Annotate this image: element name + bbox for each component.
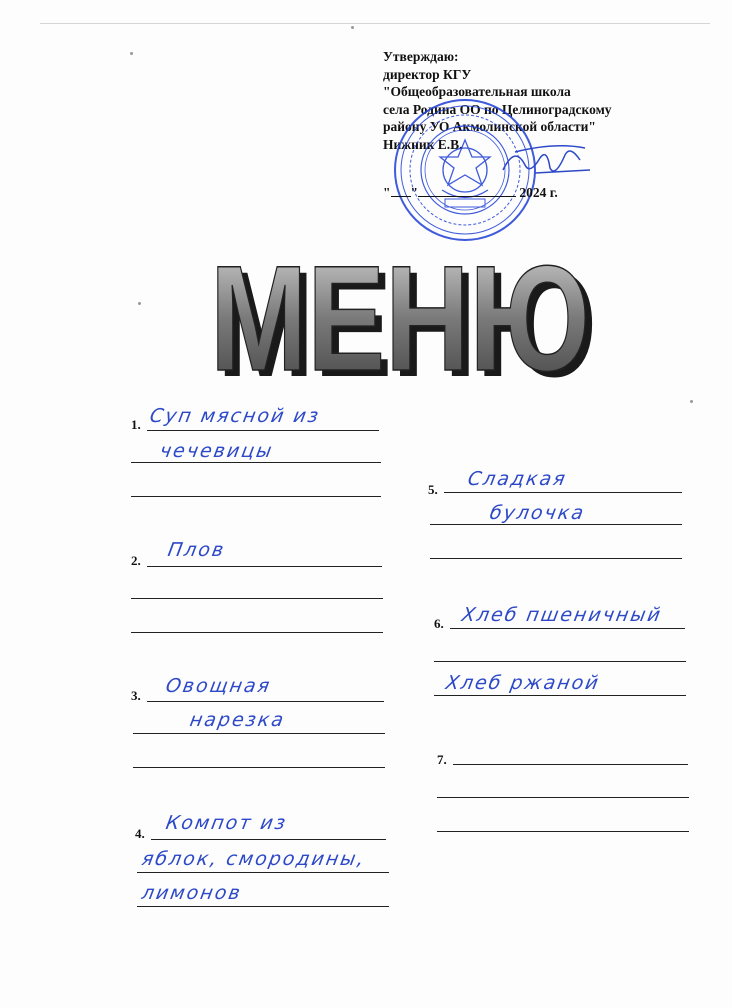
date-quote-close: " (410, 185, 418, 200)
item-2-text-1: Плов (166, 539, 228, 561)
scan-speck (351, 26, 354, 29)
item-6-line-2 (434, 661, 686, 662)
approval-line-3: "Общеобразовательная школа (383, 84, 571, 99)
item-7-line-3 (437, 831, 689, 832)
item-5-text-1: Сладкая (466, 468, 569, 490)
menu-title-text: МЕНЮ (210, 250, 590, 390)
item-4-line-3 (137, 906, 389, 907)
approval-line-1: Утверждаю: (383, 49, 459, 64)
item-6-text-1: Хлеб пшеничный (460, 604, 664, 626)
item-5-line-3 (430, 558, 682, 559)
approval-line-4: села Родина ОО по Целиноградскому (383, 101, 612, 117)
item-7-number: 7. (437, 752, 447, 767)
item-3-line-1 (147, 701, 384, 702)
item-4-line-2 (137, 872, 389, 873)
item-1-text-1: Суп мясной из (148, 405, 323, 427)
scan-speck (690, 400, 693, 403)
menu-title-shadow: МЕНЮ (217, 250, 597, 390)
item-5-line-2 (430, 524, 682, 525)
item-4-text-1: Компот из (164, 812, 290, 834)
item-7-line-1 (453, 764, 688, 765)
item-7-line-2 (437, 797, 689, 798)
item-3-line-2 (133, 733, 385, 734)
item-2-number: 2. (131, 553, 141, 568)
item-1-text-2: чечевицы (158, 440, 276, 462)
scan-speck (138, 302, 141, 305)
date-year: 2024 г. (519, 185, 558, 200)
item-4-text-3: лимонов (140, 882, 244, 904)
item-6-text-2: Хлеб ржаной (444, 672, 602, 694)
item-6-number: 6. (434, 616, 444, 631)
scan-speck (130, 52, 133, 55)
item-6-line-3 (434, 695, 686, 696)
item-3-line-3 (133, 767, 385, 768)
approval-line-5: району УО Акмолинской области" (383, 119, 596, 134)
item-3-number: 3. (131, 688, 141, 703)
date-month-blank (418, 196, 516, 197)
menu-title (200, 250, 600, 390)
item-1-line-2 (131, 462, 381, 463)
item-1-number: 1. (131, 417, 141, 432)
item-2-line-2 (131, 598, 383, 599)
item-3-text-2: нарезка (188, 709, 287, 731)
item-3-text-1: Овощная (164, 675, 274, 697)
item-5-text-2: булочка (488, 502, 588, 524)
date-day-blank (391, 196, 411, 197)
approval-date-line (383, 185, 558, 201)
scan-edge-line (40, 23, 710, 24)
item-4-text-2: яблок, смородины, (140, 848, 368, 870)
item-4-number: 4. (135, 826, 145, 841)
item-2-line-3 (131, 632, 383, 633)
item-1-line-1 (147, 430, 379, 431)
item-5-line-1 (444, 492, 682, 493)
approval-line-6: Нижник Е.В. (383, 136, 463, 152)
item-1-line-3 (131, 496, 381, 497)
item-5-number: 5. (428, 482, 438, 497)
item-6-line-1 (450, 628, 685, 629)
date-quote-open: " (383, 185, 391, 200)
item-4-line-1 (151, 839, 386, 840)
approval-line-2: директор КГУ (383, 66, 472, 82)
item-2-line-1 (147, 566, 382, 567)
handwritten-signature (495, 140, 595, 185)
